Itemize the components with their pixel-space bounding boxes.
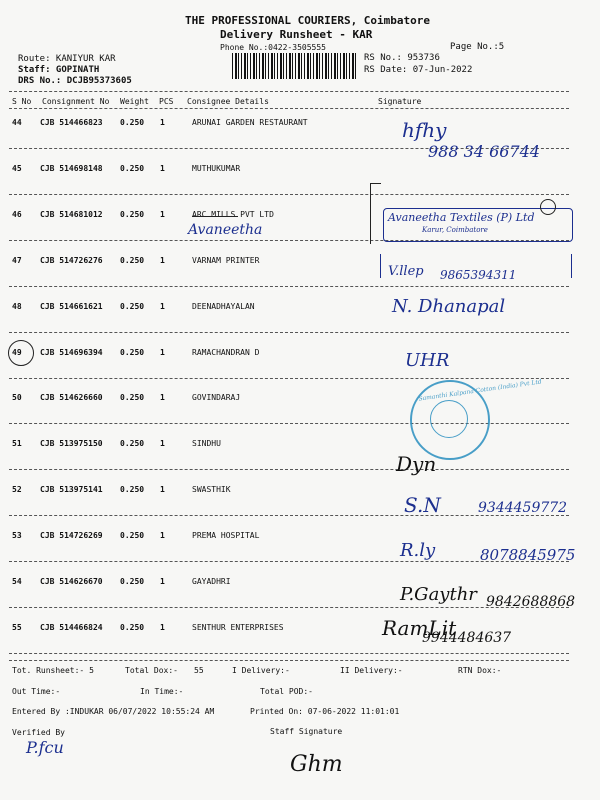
- row-pcs: 1: [160, 210, 165, 219]
- row-sno: 48: [12, 302, 22, 311]
- table-row: [12, 348, 572, 390]
- col-signature: Signature: [378, 97, 422, 106]
- row-consignment: CJB 514726276: [40, 256, 103, 265]
- handwritten-phone-44: 988 34 66744: [428, 142, 540, 161]
- row-consignment: CJB 514466824: [40, 623, 103, 632]
- col-weight: Weight: [120, 97, 149, 106]
- row-divider: [9, 378, 569, 379]
- verified-by: Verified By: [12, 728, 65, 737]
- company-seal: Samanthi Kalpana Cotton (India) Pvt Ltd: [410, 380, 490, 460]
- rs-date: RS Date: 07-Jun-2022: [364, 65, 473, 75]
- row-pcs: 1: [160, 164, 165, 173]
- row-consignee: ARC MILLS PVT LTD: [192, 210, 274, 219]
- row-pcs: 1: [160, 485, 165, 494]
- row-divider: [9, 607, 569, 608]
- table-row: [12, 439, 572, 481]
- row-consignee: RAMACHANDRAN D: [192, 348, 260, 357]
- drs-number: DRS No.: DCJB95373605: [18, 76, 132, 86]
- page-number: Page No.:5: [450, 42, 505, 52]
- row-sno: 50: [12, 393, 22, 402]
- row-consignee: VARNAM PRINTER: [192, 256, 260, 265]
- row-divider: [9, 653, 569, 654]
- total-dox-value: 55: [194, 666, 204, 675]
- company-name: THE PROFESSIONAL COURIERS, Coimbatore: [185, 14, 431, 27]
- row-consignee: SINDHU: [192, 439, 221, 448]
- row-consignment: CJB 514696394: [40, 348, 103, 357]
- row-consignment: CJB 514698148: [40, 164, 103, 173]
- row-divider: [9, 469, 569, 470]
- page-title: Delivery Runsheet - KAR: [220, 28, 373, 41]
- row-pcs: 1: [160, 623, 165, 632]
- rtn-dox: RTN Dox:-: [458, 666, 502, 675]
- signature-51: Dyn: [396, 452, 437, 476]
- row-pcs: 1: [160, 439, 165, 448]
- ii-delivery: II Delivery:-: [340, 666, 403, 675]
- row-weight: 0.250: [120, 210, 145, 219]
- row-sno: 46: [12, 210, 22, 219]
- staff-label: Staff: GOPINATH: [18, 65, 100, 75]
- row-consignee: ARUNAI GARDEN RESTAURANT: [192, 118, 308, 127]
- row-sno: 55: [12, 623, 22, 632]
- staff-signature-label: Staff Signature: [270, 727, 343, 736]
- row-weight: 0.250: [120, 164, 145, 173]
- row-sno: 45: [12, 164, 22, 173]
- col-sno: S No: [12, 97, 32, 106]
- entered-by: Entered By :INDUKAR 06/07/2022 10:55:24 AM: [12, 707, 215, 716]
- row-consignee: PREMA HOSPITAL: [192, 531, 260, 540]
- handwritten-phone-55: 9944484637: [422, 630, 512, 646]
- handwritten-phone-54: 9842688868: [486, 594, 576, 610]
- row-sno: 52: [12, 485, 22, 494]
- row-consignee: DEENADHAYALAN: [192, 302, 255, 311]
- verified-signature: P.fcu: [26, 738, 64, 757]
- row-consignee: SENTHUR ENTERPRISES: [192, 623, 284, 632]
- signature-52: S.N: [404, 493, 441, 517]
- table-row: [12, 164, 572, 206]
- col-consignment: Consignment No: [42, 97, 110, 106]
- tot-runsheet: Tot. Runsheet:- 5: [12, 666, 94, 675]
- row-weight: 0.250: [120, 348, 145, 357]
- signature-47: V.llep: [388, 264, 424, 279]
- total-dox-label: Total Dox:-: [125, 666, 178, 675]
- bracket-mark: [370, 183, 381, 244]
- row-sno: 53: [12, 531, 22, 540]
- col-pcs: PCS: [159, 97, 174, 106]
- row-pcs: 1: [160, 348, 165, 357]
- row-weight: 0.250: [120, 439, 145, 448]
- row-divider: [9, 332, 569, 333]
- row-pcs: 1: [160, 577, 165, 586]
- printed-on: Printed On: 07-06-2022 11:01:01: [250, 707, 400, 716]
- row-consignee: GOVINDARAJ: [192, 393, 241, 402]
- signature-53: R.ly: [400, 540, 436, 561]
- row-sno: 49: [12, 348, 22, 357]
- staff-signature: Ghm: [290, 752, 343, 777]
- in-time: In Time:-: [140, 687, 184, 696]
- row-sno: 47: [12, 256, 22, 265]
- row-consignment: CJB 514626670: [40, 577, 103, 586]
- row-consignment: CJB 514626660: [40, 393, 103, 402]
- row-divider: [9, 194, 569, 195]
- out-time: Out Time:-: [12, 687, 61, 696]
- handwritten-name-46: Avaneetha: [188, 222, 263, 238]
- signature-55: RamLit: [382, 616, 457, 640]
- handwritten-phone-47: 9865394311: [440, 268, 517, 282]
- row-weight: 0.250: [120, 302, 145, 311]
- row-weight: 0.250: [120, 623, 145, 632]
- handwritten-phone-52: 9344459772: [478, 500, 568, 516]
- row-consignment: CJB 514466823: [40, 118, 103, 127]
- i-delivery: I Delivery:-: [232, 666, 290, 675]
- circle-mark: [540, 199, 556, 215]
- total-pod: Total POD:-: [260, 687, 313, 696]
- row-sno: 51: [12, 439, 22, 448]
- circle-mark-49: [8, 340, 34, 366]
- phone-number: Phone No.:0422-3505555: [220, 43, 326, 52]
- row-consignment: CJB 513975150: [40, 439, 103, 448]
- company-stamp-46: Avaneetha Textiles (P) Ltd Karur, Coimbatore: [383, 208, 573, 242]
- col-consignee: Consignee Details: [187, 97, 269, 106]
- signature-49: UHR: [405, 350, 450, 371]
- row-consignment: CJB 513975141: [40, 485, 103, 494]
- row-weight: 0.250: [120, 256, 145, 265]
- row-pcs: 1: [160, 302, 165, 311]
- route-label: Route: KANIYUR KAR: [18, 54, 116, 64]
- row-consignment: CJB 514681012: [40, 210, 103, 219]
- row-consignment: CJB 514726269: [40, 531, 103, 540]
- row-sno: 54: [12, 577, 22, 586]
- row-pcs: 1: [160, 531, 165, 540]
- row-divider: [9, 286, 569, 287]
- row-weight: 0.250: [120, 577, 145, 586]
- row-consignee: SWASTHIK: [192, 485, 231, 494]
- row-pcs: 1: [160, 256, 165, 265]
- signature-48: N. Dhanapal: [392, 296, 506, 317]
- row-consignee: GAYADHRI: [192, 577, 231, 586]
- row-weight: 0.250: [120, 118, 145, 127]
- row-sno: 44: [12, 118, 22, 127]
- row-weight: 0.250: [120, 485, 145, 494]
- row-pcs: 1: [160, 118, 165, 127]
- signature-54: P.Gaythr: [400, 584, 477, 605]
- row-pcs: 1: [160, 393, 165, 402]
- row-consignee: MUTHUKUMAR: [192, 164, 241, 173]
- barcode: [232, 53, 356, 79]
- row-weight: 0.250: [120, 393, 145, 402]
- signature-44: hfhy: [402, 118, 447, 142]
- rs-number: RS No.: 953736: [364, 53, 440, 63]
- strike-line: [192, 216, 238, 217]
- row-consignment: CJB 514661621: [40, 302, 103, 311]
- row-weight: 0.250: [120, 531, 145, 540]
- handwritten-phone-53: 8078845975: [480, 546, 576, 564]
